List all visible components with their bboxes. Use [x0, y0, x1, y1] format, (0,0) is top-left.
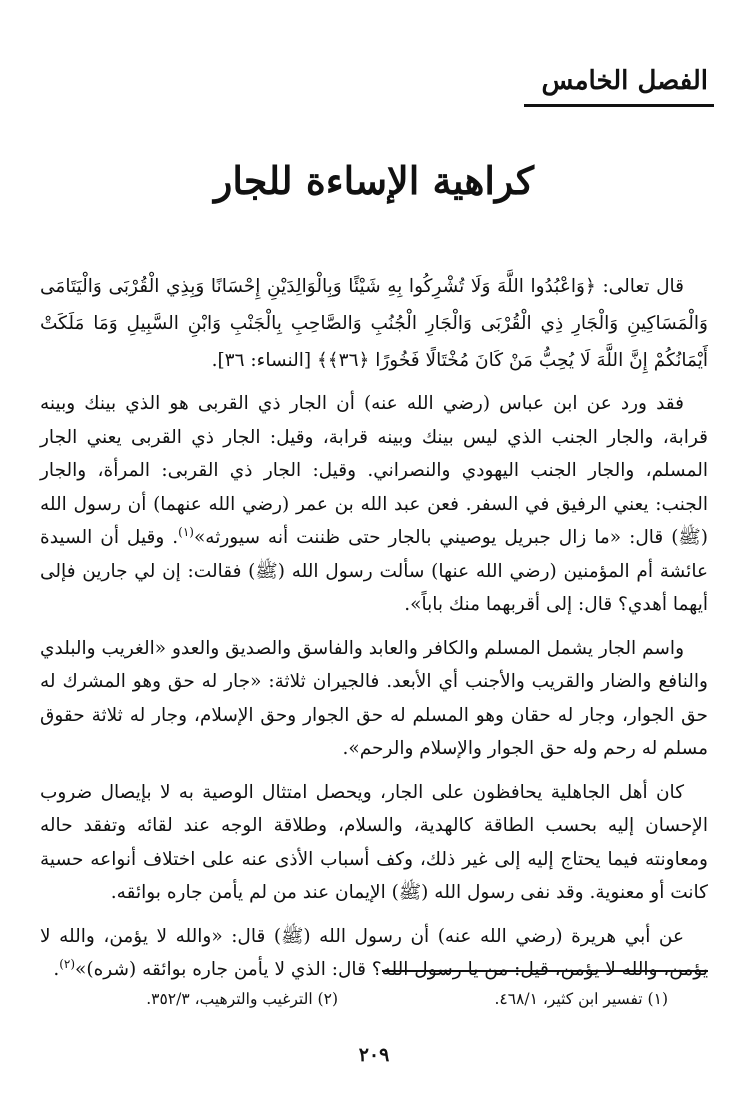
chapter-heading: الفصل الخامس	[541, 66, 708, 96]
paragraph-text: واسم الجار يشمل المسلم والكافر والعابد والفاسق والصديق والعدو «الغريب والبلدي والنافع والضار والقريب والأجنب أي الأبعد. فالجيران ثلاثة: «جار له حق وهو المشرك له حق الجوار، وجار له حقان وهو المسلم له حق الجوار وحق الإسلام، وجار له ثلاثة حقوق مسلم له رحم وله حق الجوار والإسلام والرحم».	[40, 637, 708, 759]
footnote-1: (١) تفسير ابن كثير، ٤٦٨/١.	[494, 990, 668, 1008]
paragraph-jahiliyya	[40, 776, 708, 910]
paragraph-text: عن أبي هريرة (رضي الله عنه) أن رسول الله (ﷺ) قال: «والله لا يؤمن، والله لا يؤمن، والله لا يؤمن، قيل: من يا رسول الله؟ قال: الذي لا يأمن جاره بوائقه (شره)»	[40, 925, 708, 980]
footnote-2: (٢) الترغيب والترهيب، ٣٥٢/٣.	[146, 990, 338, 1008]
paragraph-verse	[40, 268, 708, 379]
section-title: كراهية الإساءة للجار	[214, 158, 534, 203]
footnote-ref-2[interactable]: (٢)	[59, 956, 76, 971]
body-text	[40, 268, 708, 997]
paragraph-text-after: .	[53, 959, 60, 980]
paragraph-text: كان أهل الجاهلية يحافظون على الجار، ويحصل امتثال الوصية به لا بإيصال ضروب الإحسان إليه بحسب الطاقة كالهدية، والسلام، وطلاقة الوجه عند لقائه وتفقد حاله ومعاونته فيما يحتاج إليه إلى غير ذلك، وكف أسباب الأذى عنه على اختلاف أنواعه حسية كانت أو معنوية. وقد نفى رسول الله (ﷺ) الإيمان عند من لم يأمن جاره بوائقه.	[40, 781, 708, 903]
paragraph-abu-hurayra	[40, 920, 708, 987]
page-number: ٢٠٩	[358, 1044, 390, 1066]
paragraph-text-after: . وقيل أن السيدة عائشة أم المؤمنين (رضي الله عنها) سألت رسول الله (ﷺ) فقالت: إن لي جارين فإلى أيهما أهدي؟ قال: إلى أقربهما منك باباً».	[40, 527, 708, 615]
footnote-ref-1[interactable]: (١)	[178, 524, 194, 539]
chapter-underline	[524, 104, 714, 107]
paragraph-neighbour-types	[40, 632, 708, 766]
verse-text: قال تعالى: ﴿وَاعْبُدُوا اللَّهَ وَلَا تُشْرِكُوا بِهِ شَيْئًا وَبِالْوَالِدَيْنِ إِحْسَانًا وَبِذِي الْقُرْبَى وَالْيَتَامَى وَالْمَسَاكِينِ وَالْجَارِ ذِي الْقُرْبَى وَالْجَارِ الْجُنُبِ وَالصَّاحِبِ بِالْجَنْبِ وَابْنِ السَّبِيلِ وَمَا مَلَكَتْ أَيْمَانُكُمْ إِنَّ اللَّهَ لَا يُحِبُّ مَنْ كَانَ مُخْتَالًا فَخُورًا ﴿٣٦﴾﴾ [النساء: ٣٦].	[40, 276, 708, 371]
footnotes	[40, 990, 708, 1014]
paragraph-text: فقد ورد عن ابن عباس (رضي الله عنه) أن الجار ذي القربى هو الذي بينك وبينه قرابة، والجار الجنب الذي ليس بينك وبينه قرابة، وقيل: الجار ذي القربى يعني الجار المسلم، والجار الجنب اليهودي والنصراني. وقيل: الجار ذي القربى: المرأة، والجار الجنب: يعني الرفيق في السفر. فعن عبد الله بن عمر (رضي الله عنهما) أن رسول الله (ﷺ) قال: «ما زال جبريل يوصيني بالجار حتى ظننت أنه سيورثه»	[40, 393, 708, 548]
footnote-separator	[382, 970, 708, 972]
paragraph-ibn-abbas	[40, 387, 708, 622]
